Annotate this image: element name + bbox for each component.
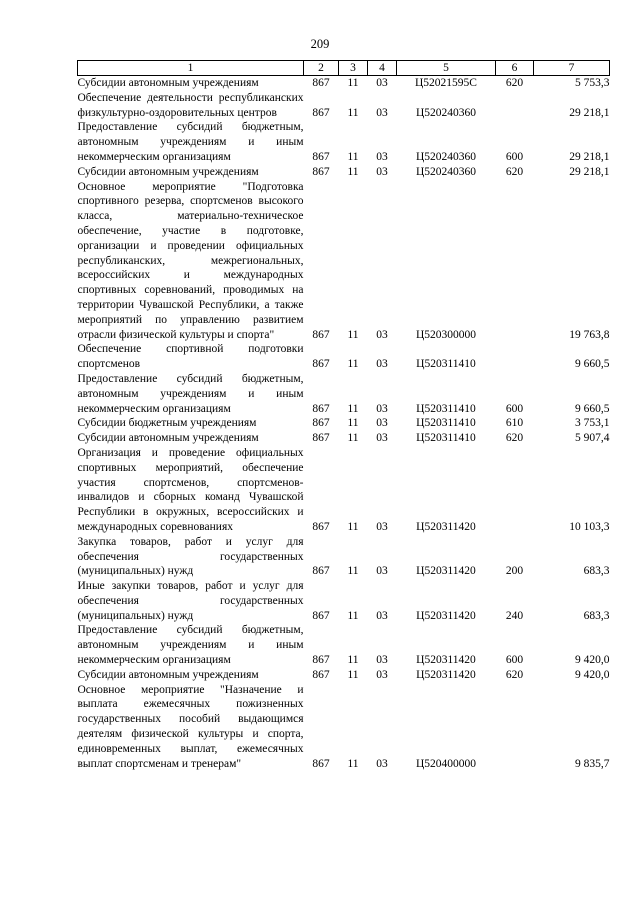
expense-type-code: 620 [505,77,524,89]
subsection-code: 03 [376,520,388,533]
section-code: 11 [347,432,359,445]
amount-value: 9 835,7 [575,757,610,770]
amount-value: 9 420,0 [575,668,610,681]
item-name: Субсидии бюджетным учреждениям [77,417,257,430]
target-article-code: Ц520311420 [416,565,476,578]
section-code: 11 [347,77,359,89]
subsection-code: 03 [376,654,388,667]
table-row [78,623,610,667]
item-name: Закупка товаров, работ и услуг для обеспечения государственных (муниципальных) нужд [77,535,304,578]
section-code: 11 [347,609,359,622]
budget-table [77,60,610,771]
column-header: 6 [496,61,534,76]
amount-value: 9 660,5 [575,402,610,415]
amount-value: 10 103,3 [569,520,610,533]
expense-type-code: 620 [505,668,524,681]
item-name: Основное мероприятие "Подготовка спортивного резерва, спортсменов высокого класса, материально-техническое обеспечение, участие в подготовке, организации и проведении официальных республиканских, межрегиональных, всероссийских и международных спортивных соревнований, проводимых на территории Чувашской Республики, а также мероприятий по управлению развитием отрасли физической культуры и спорта" [77,180,304,341]
target-article-code: Ц520311420 [416,654,476,667]
ministry-code: 867 [312,757,330,770]
ministry-code: 867 [312,668,330,681]
subsection-code: 03 [376,668,388,681]
item-name: Предоставление субсидий бюджетным, автономным учреждениям и иным некоммерческим организациям [77,121,304,163]
subsection-code: 03 [376,565,388,578]
target-article-code: Ц520311410 [416,402,476,415]
target-article-code: Ц52021595С [415,77,477,89]
table-row [78,91,610,121]
column-header: 4 [368,61,397,76]
target-article-code: Ц520240360 [415,165,477,178]
section-code: 11 [347,668,359,681]
expense-type-code: 610 [505,417,524,430]
column-header-row [78,61,610,76]
column-header: 2 [304,61,339,76]
section-code: 11 [347,150,359,163]
section-code: 11 [347,358,359,371]
expense-type-code: 200 [505,565,524,578]
expense-type-code [496,342,534,372]
target-article-code: Ц520400000 [415,757,477,770]
amount-value: 29 218,1 [569,106,610,119]
ministry-code: 867 [312,150,330,163]
table-row [78,120,610,164]
subsection-code: 03 [376,757,388,770]
amount-value: 9 420,0 [575,654,610,667]
subsection-code: 03 [376,432,388,445]
table-row [78,668,610,683]
ministry-code: 867 [312,432,330,445]
expense-type-code: 240 [505,609,524,622]
target-article-code: Ц520311410 [416,417,476,430]
expense-type-code [496,446,534,535]
target-article-code: Ц520311410 [416,432,476,445]
table-row [78,165,610,180]
expense-type-code [496,683,534,772]
item-name: Предоставление субсидий бюджетным, автономным учреждениям и иным некоммерческим организациям [77,624,304,667]
target-article-code: Ц520311420 [416,520,476,533]
column-header: 1 [78,61,304,76]
subsection-code: 03 [376,77,388,89]
expense-type-code: 620 [505,165,524,178]
amount-value: 5 753,3 [575,77,610,89]
ministry-code: 867 [312,165,330,178]
amount-value: 19 763,8 [569,328,610,341]
ministry-code: 867 [312,520,330,533]
table-row [78,372,610,416]
section-code: 11 [347,165,359,178]
amount-value: 683,3 [583,565,610,578]
expense-type-code: 600 [505,150,524,163]
subsection-code: 03 [376,358,388,371]
item-name: Обеспечение деятельности республиканских физкультурно-оздоровительных центров [77,91,304,119]
ministry-code: 867 [312,77,330,89]
amount-value: 3 753,1 [575,417,610,430]
subsection-code: 03 [376,150,388,163]
subsection-code: 03 [376,402,388,415]
table-row [78,683,610,772]
item-name: Обеспечение спортивной подготовки спортсменов [77,343,304,371]
table-body [78,76,610,772]
item-name: Иные закупки товаров, работ и услуг для обеспечения государственных (муниципальных) нужд [77,580,304,622]
ministry-code: 867 [312,565,330,578]
item-name: Субсидии автономным учреждениям [77,432,259,445]
expense-type-code: 620 [505,432,524,445]
section-code: 11 [347,106,359,119]
ministry-code: 867 [312,358,330,371]
target-article-code: Ц520311420 [416,668,476,681]
target-article-code: Ц520311420 [416,609,476,622]
section-code: 11 [347,565,359,578]
subsection-code: 03 [376,165,388,178]
ministry-code: 867 [312,328,330,341]
table-row [78,180,610,343]
table-row [78,579,610,623]
item-name: Организация и проведение официальных спортивных мероприятий, обеспечение участия спортсменов, спортсменов-инвалидов и сборных команд Чувашской Республики в окружных, всероссийских и международных соревнованиях [77,446,304,533]
target-article-code: Ц520311410 [416,358,476,371]
table-row [78,446,610,535]
table-row [78,416,610,431]
item-name: Предоставление субсидий бюджетным, автономным учреждениям и иным некоммерческим организациям [77,372,304,415]
ministry-code: 867 [312,654,330,667]
target-article-code: Ц520240360 [415,106,477,119]
expense-type-code: 600 [505,402,524,415]
target-article-code: Ц520240360 [415,150,477,163]
subsection-code: 03 [376,328,388,341]
expense-type-code: 600 [505,654,524,667]
table-row [78,76,610,91]
item-name: Субсидии автономным учреждениям [77,165,259,178]
subsection-code: 03 [376,417,388,430]
section-code: 11 [347,520,359,533]
section-code: 11 [347,328,359,341]
column-header: 3 [339,61,368,76]
amount-value: 9 660,5 [575,358,610,371]
amount-value: 29 218,1 [569,165,610,178]
ministry-code: 867 [312,609,330,622]
item-name: Субсидии автономным учреждениям [77,77,259,89]
target-article-code: Ц520300000 [415,328,477,341]
item-name: Субсидии автономным учреждениям [77,668,259,681]
amount-value: 29 218,1 [569,150,610,163]
ministry-code: 867 [312,402,330,415]
item-name: Основное мероприятие "Назначение и выплата ежемесячных пожизненных государственных пособий выдающимся деятелям физической культуры и спорта, единовременных выплат, ежемесячных выплат спортсменам и тренерам" [77,683,304,770]
section-code: 11 [347,402,359,415]
expense-type-code [496,180,534,343]
ministry-code: 867 [312,106,330,119]
subsection-code: 03 [376,609,388,622]
expense-type-code [496,91,534,121]
section-code: 11 [347,757,359,770]
page-number: 209 [310,37,330,51]
amount-value: 5 907,4 [575,432,610,445]
ministry-code: 867 [312,417,330,430]
section-code: 11 [347,654,359,667]
table-row [78,535,610,579]
section-code: 11 [347,417,359,430]
column-header: 5 [397,61,496,76]
column-header: 7 [534,61,610,76]
table-row [78,431,610,446]
amount-value: 683,3 [583,609,610,622]
subsection-code: 03 [376,106,388,119]
table-row [78,342,610,372]
